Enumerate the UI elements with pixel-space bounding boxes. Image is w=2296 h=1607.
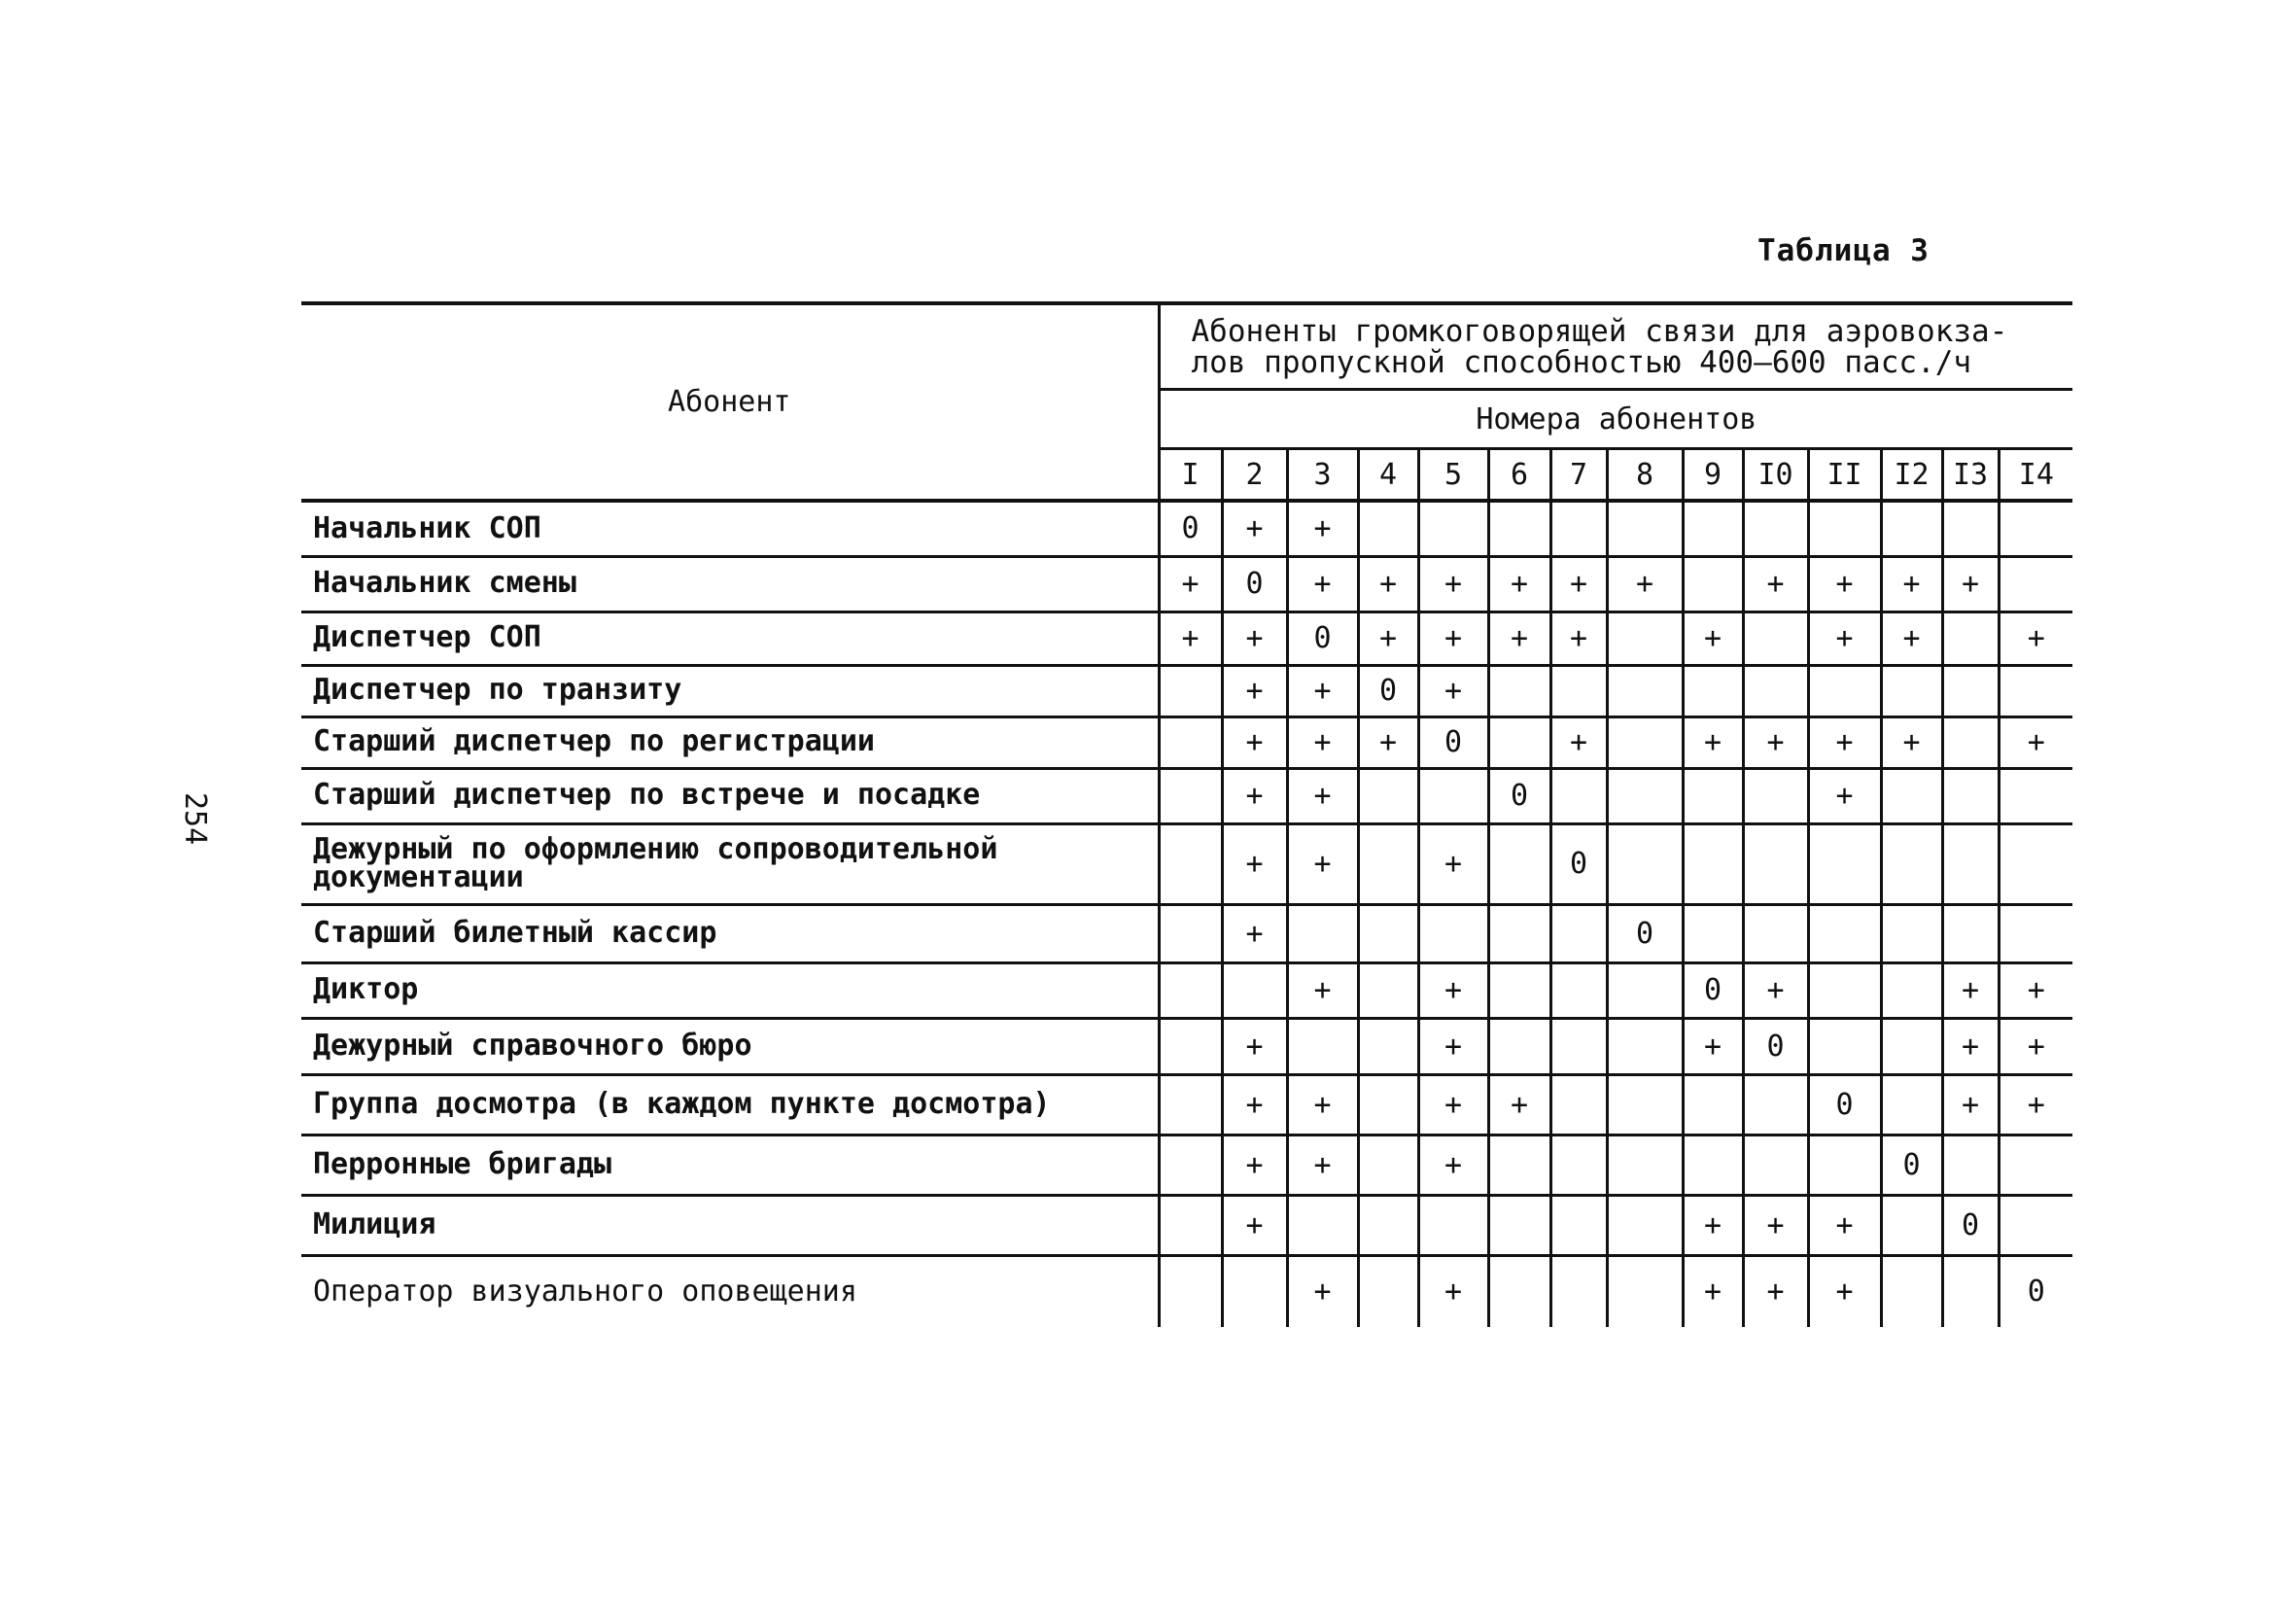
table-cell: 0 bbox=[1942, 1195, 1999, 1255]
corner-header: Абонент bbox=[301, 303, 1159, 501]
table-cell bbox=[1683, 1074, 1743, 1135]
table-cell: + bbox=[1683, 1255, 1743, 1327]
table-cell: + bbox=[1287, 665, 1358, 716]
table-cell bbox=[1942, 501, 1999, 556]
table-cell: + bbox=[1222, 716, 1287, 768]
table-cell: + bbox=[1418, 1074, 1488, 1135]
table-cell bbox=[1550, 1074, 1607, 1135]
table-cell bbox=[1683, 665, 1743, 716]
row-label: Начальник СОП bbox=[301, 501, 1159, 556]
table-cell bbox=[1159, 716, 1222, 768]
table-cell bbox=[1488, 904, 1550, 962]
table-cell bbox=[1607, 716, 1683, 768]
table-cell bbox=[1881, 962, 1942, 1018]
table-cell bbox=[1808, 501, 1881, 556]
table-cell: + bbox=[1418, 611, 1488, 665]
table-cell bbox=[1607, 1135, 1683, 1195]
table-cell: + bbox=[1683, 1195, 1743, 1255]
table-cell bbox=[1159, 1195, 1222, 1255]
table-cell bbox=[1808, 962, 1881, 1018]
table-cell bbox=[1358, 823, 1418, 904]
table-cell: + bbox=[1418, 1018, 1488, 1074]
table-cell: 0 bbox=[1159, 501, 1222, 556]
table-cell: + bbox=[1358, 556, 1418, 611]
table-cell bbox=[1358, 1135, 1418, 1195]
table-cell: + bbox=[1222, 1195, 1287, 1255]
table-cell bbox=[1159, 823, 1222, 904]
row-label: Дежурный по оформлению сопроводительной документации bbox=[301, 823, 1159, 904]
column-number-header: 8 bbox=[1607, 449, 1683, 502]
table-cell: 0 bbox=[1287, 611, 1358, 665]
table-cell: 0 bbox=[1222, 556, 1287, 611]
table-cell: + bbox=[1222, 665, 1287, 716]
column-number-header: I2 bbox=[1881, 449, 1942, 502]
sub-heading: Номера абонентов bbox=[1159, 390, 2072, 449]
table-cell: + bbox=[1743, 1255, 1808, 1327]
table-cell bbox=[1488, 1195, 1550, 1255]
table-cell: + bbox=[1287, 1074, 1358, 1135]
table-cell bbox=[1488, 1255, 1550, 1327]
table-cell bbox=[1159, 1074, 1222, 1135]
table-cell bbox=[1358, 1255, 1418, 1327]
table-cell: + bbox=[1942, 556, 1999, 611]
table-title: Таблица 3 bbox=[1757, 233, 1930, 268]
table-cell bbox=[1942, 904, 1999, 962]
table-cell bbox=[1683, 556, 1743, 611]
table-cell: + bbox=[1222, 1135, 1287, 1195]
table-row bbox=[301, 1074, 2072, 1135]
table-cell bbox=[1607, 823, 1683, 904]
table-cell bbox=[1881, 665, 1942, 716]
table-cell bbox=[1999, 823, 2072, 904]
table-cell bbox=[1942, 665, 1999, 716]
column-number-header: 6 bbox=[1488, 449, 1550, 502]
column-number-header: I3 bbox=[1942, 449, 1999, 502]
table-cell bbox=[1159, 1255, 1222, 1327]
table-cell bbox=[1999, 1195, 2072, 1255]
table-row bbox=[301, 962, 2072, 1018]
table-row bbox=[301, 716, 2072, 768]
subscriber-table bbox=[301, 301, 2072, 1327]
table-cell: + bbox=[1999, 962, 2072, 1018]
table-cell bbox=[1683, 501, 1743, 556]
table-cell bbox=[1607, 1255, 1683, 1327]
table-cell bbox=[1358, 1195, 1418, 1255]
table-cell bbox=[1607, 962, 1683, 1018]
table-cell: + bbox=[1550, 611, 1607, 665]
table-cell bbox=[1488, 501, 1550, 556]
table-cell bbox=[1550, 1018, 1607, 1074]
table-row bbox=[301, 904, 2072, 962]
table-cell bbox=[1942, 823, 1999, 904]
table-cell: + bbox=[1808, 1195, 1881, 1255]
table-cell bbox=[1488, 1018, 1550, 1074]
table-cell bbox=[1159, 1018, 1222, 1074]
table-cell: + bbox=[1881, 611, 1942, 665]
table-cell: 0 bbox=[1358, 665, 1418, 716]
table-cell bbox=[1808, 1135, 1881, 1195]
table-cell bbox=[1607, 1018, 1683, 1074]
table-cell: 0 bbox=[1488, 768, 1550, 823]
table-cell bbox=[1607, 611, 1683, 665]
row-label: Старший билетный кассир bbox=[301, 904, 1159, 962]
column-number-header: I0 bbox=[1743, 449, 1808, 502]
table-cell bbox=[1881, 1018, 1942, 1074]
table-cell: 0 bbox=[1550, 823, 1607, 904]
table-cell bbox=[1358, 501, 1418, 556]
table-cell bbox=[1942, 1255, 1999, 1327]
table-cell: 0 bbox=[1683, 962, 1743, 1018]
table-cell bbox=[1683, 904, 1743, 962]
table-cell: + bbox=[1222, 904, 1287, 962]
table-cell bbox=[1999, 768, 2072, 823]
table-cell: + bbox=[1607, 556, 1683, 611]
table-cell bbox=[1808, 904, 1881, 962]
table-cell bbox=[1358, 904, 1418, 962]
column-number-header: 2 bbox=[1222, 449, 1287, 502]
table-cell bbox=[1159, 768, 1222, 823]
table-cell bbox=[1550, 1195, 1607, 1255]
table-cell bbox=[1683, 823, 1743, 904]
row-label: Диктор bbox=[301, 962, 1159, 1018]
table-cell: + bbox=[1942, 1074, 1999, 1135]
row-label: Начальник смены bbox=[301, 556, 1159, 611]
table-cell: + bbox=[1999, 716, 2072, 768]
table-cell bbox=[1942, 768, 1999, 823]
table-cell bbox=[1358, 1018, 1418, 1074]
table-cell bbox=[1999, 556, 2072, 611]
table-cell: + bbox=[1808, 611, 1881, 665]
column-number-header: II bbox=[1808, 449, 1881, 502]
table-cell: 0 bbox=[1808, 1074, 1881, 1135]
table-cell: + bbox=[1222, 768, 1287, 823]
table-cell bbox=[1683, 1135, 1743, 1195]
table-cell bbox=[1881, 823, 1942, 904]
table-cell bbox=[1550, 962, 1607, 1018]
table-cell bbox=[1743, 665, 1808, 716]
row-label: Группа досмотра (в каждом пункте досмотра) bbox=[301, 1074, 1159, 1135]
main-heading bbox=[1159, 303, 2072, 390]
table-cell bbox=[1550, 904, 1607, 962]
table-cell: + bbox=[1881, 556, 1942, 611]
table-cell bbox=[1222, 962, 1287, 1018]
table-cell bbox=[1881, 501, 1942, 556]
table-cell: + bbox=[1287, 1255, 1358, 1327]
table-cell: + bbox=[1418, 665, 1488, 716]
table-cell bbox=[1488, 665, 1550, 716]
table-cell bbox=[1607, 665, 1683, 716]
table-cell bbox=[1607, 768, 1683, 823]
table-cell: + bbox=[1287, 1135, 1358, 1195]
table-cell bbox=[1607, 1195, 1683, 1255]
table-row bbox=[301, 665, 2072, 716]
table-cell bbox=[1743, 768, 1808, 823]
table-cell: + bbox=[1418, 1255, 1488, 1327]
table-cell bbox=[1607, 1074, 1683, 1135]
table-cell bbox=[1358, 1074, 1418, 1135]
table-cell: + bbox=[1287, 768, 1358, 823]
table-cell bbox=[1287, 1018, 1358, 1074]
table-cell bbox=[1683, 768, 1743, 823]
table-cell bbox=[1488, 962, 1550, 1018]
table-cell bbox=[1743, 823, 1808, 904]
table-cell bbox=[1287, 904, 1358, 962]
main-heading-line2: лов пропускной способностью 400–600 пасс./ч bbox=[1191, 344, 1972, 380]
table-cell bbox=[1159, 962, 1222, 1018]
table-row bbox=[301, 501, 2072, 556]
table-cell: + bbox=[1683, 611, 1743, 665]
table-cell bbox=[1358, 962, 1418, 1018]
table-cell bbox=[1159, 665, 1222, 716]
table-cell bbox=[1999, 665, 2072, 716]
table-cell bbox=[1881, 1195, 1942, 1255]
row-label: Старший диспетчер по регистрации bbox=[301, 716, 1159, 768]
table-cell bbox=[1743, 904, 1808, 962]
column-number-header: 4 bbox=[1358, 449, 1418, 502]
table-cell: + bbox=[1683, 716, 1743, 768]
table-cell: + bbox=[1418, 556, 1488, 611]
table-cell bbox=[1418, 1195, 1488, 1255]
row-label: Оператор визуального оповещения bbox=[301, 1255, 1159, 1327]
table-cell bbox=[1488, 1135, 1550, 1195]
table-row bbox=[301, 1255, 2072, 1327]
table-cell: + bbox=[1222, 501, 1287, 556]
table-cell: + bbox=[1287, 962, 1358, 1018]
table-cell: 0 bbox=[1881, 1135, 1942, 1195]
table-cell: + bbox=[1159, 611, 1222, 665]
table-cell: 0 bbox=[1418, 716, 1488, 768]
table-cell: + bbox=[1358, 716, 1418, 768]
table-cell bbox=[1550, 1135, 1607, 1195]
table-cell bbox=[1488, 823, 1550, 904]
table-row bbox=[301, 768, 2072, 823]
table-cell: + bbox=[1999, 1018, 2072, 1074]
column-number-header: 5 bbox=[1418, 449, 1488, 502]
table-cell: + bbox=[1683, 1018, 1743, 1074]
table-cell: + bbox=[1287, 716, 1358, 768]
table-cell bbox=[1999, 501, 2072, 556]
table-cell: + bbox=[1222, 1018, 1287, 1074]
table-cell bbox=[1808, 1018, 1881, 1074]
table-cell bbox=[1607, 501, 1683, 556]
table-cell bbox=[1222, 1255, 1287, 1327]
table-cell: + bbox=[1550, 556, 1607, 611]
table-row bbox=[301, 1135, 2072, 1195]
table-cell: + bbox=[1743, 1195, 1808, 1255]
column-number-header: 3 bbox=[1287, 449, 1358, 502]
table-cell bbox=[1418, 904, 1488, 962]
table-cell bbox=[1942, 716, 1999, 768]
table-cell: + bbox=[1418, 1135, 1488, 1195]
table-cell bbox=[1287, 1195, 1358, 1255]
table-cell bbox=[1743, 611, 1808, 665]
table-cell: + bbox=[1488, 556, 1550, 611]
row-label: Старший диспетчер по встрече и посадке bbox=[301, 768, 1159, 823]
table-cell: + bbox=[1999, 1074, 2072, 1135]
table-cell: + bbox=[1222, 1074, 1287, 1135]
table-cell: + bbox=[1287, 823, 1358, 904]
page-number: 254 bbox=[178, 792, 212, 846]
table-cell: + bbox=[1808, 768, 1881, 823]
table-cell bbox=[1488, 716, 1550, 768]
table-cell bbox=[1881, 768, 1942, 823]
column-number-header: I4 bbox=[1999, 449, 2072, 502]
row-label: Милиция bbox=[301, 1195, 1159, 1255]
table-cell bbox=[1999, 1135, 2072, 1195]
table-cell bbox=[1808, 665, 1881, 716]
table-cell bbox=[1808, 823, 1881, 904]
table-row bbox=[301, 823, 2072, 904]
table-cell: + bbox=[1222, 823, 1287, 904]
table-cell bbox=[1743, 1074, 1808, 1135]
table-cell bbox=[1418, 768, 1488, 823]
table-cell: + bbox=[1942, 1018, 1999, 1074]
table-cell bbox=[1358, 768, 1418, 823]
table-cell bbox=[1550, 501, 1607, 556]
table-cell bbox=[1550, 1255, 1607, 1327]
table-cell bbox=[1942, 611, 1999, 665]
table-cell: + bbox=[1287, 556, 1358, 611]
table-cell: 0 bbox=[1607, 904, 1683, 962]
table-cell: + bbox=[1222, 611, 1287, 665]
table-cell: + bbox=[1808, 556, 1881, 611]
table-cell: + bbox=[1488, 611, 1550, 665]
table-cell: + bbox=[1808, 1255, 1881, 1327]
table-cell: + bbox=[1808, 716, 1881, 768]
table-body bbox=[301, 501, 2072, 1327]
table-cell: + bbox=[1743, 556, 1808, 611]
table-cell: + bbox=[1488, 1074, 1550, 1135]
row-label: Перронные бригады bbox=[301, 1135, 1159, 1195]
table-cell bbox=[1159, 1135, 1222, 1195]
table-cell bbox=[1418, 501, 1488, 556]
table-cell bbox=[1743, 1135, 1808, 1195]
table-cell: + bbox=[1418, 962, 1488, 1018]
table-cell bbox=[1550, 768, 1607, 823]
table-cell: + bbox=[1159, 556, 1222, 611]
table-cell bbox=[1942, 1135, 1999, 1195]
table-cell bbox=[1550, 665, 1607, 716]
table-row bbox=[301, 611, 2072, 665]
table-row bbox=[301, 556, 2072, 611]
table-cell bbox=[1881, 1074, 1942, 1135]
column-number-header: I bbox=[1159, 449, 1222, 502]
table-cell bbox=[1159, 904, 1222, 962]
table-cell: + bbox=[1743, 962, 1808, 1018]
table-cell bbox=[1999, 904, 2072, 962]
row-label: Диспетчер СОП bbox=[301, 611, 1159, 665]
column-number-header: 7 bbox=[1550, 449, 1607, 502]
table-cell: + bbox=[1743, 716, 1808, 768]
table-cell: + bbox=[1550, 716, 1607, 768]
table-cell: + bbox=[1418, 823, 1488, 904]
main-heading-line1: Абоненты громкоговорящей связи для аэровокза- bbox=[1191, 314, 2008, 349]
table-row bbox=[301, 1018, 2072, 1074]
row-label: Дежурный справочного бюро bbox=[301, 1018, 1159, 1074]
table-cell: + bbox=[1358, 611, 1418, 665]
row-label: Диспетчер по транзиту bbox=[301, 665, 1159, 716]
table-cell: + bbox=[1999, 611, 2072, 665]
table-cell: 0 bbox=[1743, 1018, 1808, 1074]
table-cell: + bbox=[1942, 962, 1999, 1018]
table-cell bbox=[1743, 501, 1808, 556]
table-cell bbox=[1881, 1255, 1942, 1327]
table-cell: + bbox=[1287, 501, 1358, 556]
table-cell: + bbox=[1881, 716, 1942, 768]
table-cell bbox=[1881, 904, 1942, 962]
table-row bbox=[301, 1195, 2072, 1255]
column-number-header: 9 bbox=[1683, 449, 1743, 502]
table-cell: 0 bbox=[2027, 1275, 2045, 1310]
